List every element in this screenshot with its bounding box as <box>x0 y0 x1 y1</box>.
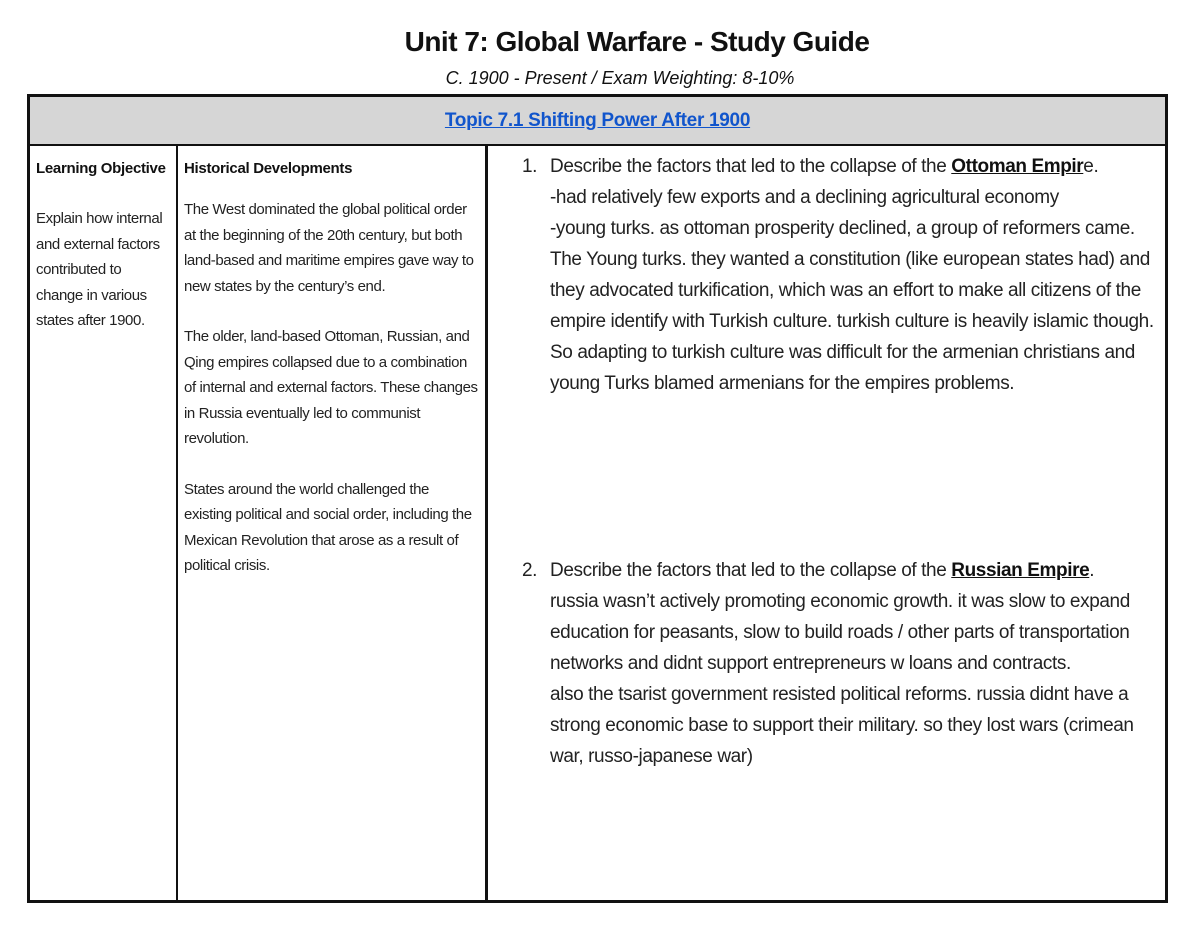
learning-objective-heading: Learning Objective <box>36 160 166 177</box>
development-paragraph: The West dominated the global political order at the beginning of the 20th century, but both land-based and maritime empires gave way to new states by the century’s end. <box>184 201 474 295</box>
question-1 <box>522 151 1155 399</box>
historical-developments-heading: Historical Developments <box>184 160 353 177</box>
page-subtitle: C. 1900 - Present / Exam Weighting: 8-10% <box>445 68 795 88</box>
question-answer <box>522 182 1155 399</box>
question-number: 1. <box>522 156 538 177</box>
question-2 <box>522 555 1155 772</box>
topic-link[interactable]: Topic 7.1 Shifting Power After 1900 <box>444 109 751 131</box>
question-answer <box>522 586 1155 772</box>
learning-objective-text: Explain how internal and external factors contributed to change in various states after 1900. <box>36 210 163 329</box>
answer-line: russia wasn’t actively promoting economic growth. it was slow to expand education for peasants, slow to build roads / other parts of transportation networks and didnt support entrepreneurs w loans and contracts. <box>550 591 1130 674</box>
answer-line: -young turks. as ottoman prosperity declined, a group of reformers came. The Young turks. they wanted a constitution (like european states had) and they advocated turkification, which was an effort to make all citizens of the empire identify with Turkish culture. turkish culture is heavily islamic though. So adapting to turkish culture was difficult for the armenian christians and young Turks blamed armenians for the empires problems. <box>550 218 1154 394</box>
answer-line: -had relatively few exports and a declining agricultural economy <box>550 187 1059 208</box>
learning-objective-column <box>30 146 178 900</box>
empire-name: Ottoman Empir <box>951 156 1084 177</box>
question-prompt: Describe the factors that led to the collapse of the Ottoman Empire. <box>550 156 1099 177</box>
development-paragraph: States around the world challenged the existing political and social order, including the Mexican Revolution that arose as a result of political crisis. <box>184 480 472 574</box>
questions-column <box>488 146 1165 900</box>
question-number: 2. <box>522 560 538 581</box>
study-guide-table <box>27 94 1168 903</box>
page-title: Unit 7: Global Warfare - Study Guide <box>404 26 870 57</box>
empire-name: Russian Empire <box>951 560 1090 581</box>
question-prompt: Describe the factors that led to the collapse of the Russian Empire. <box>550 560 1095 581</box>
historical-developments-column <box>178 146 488 900</box>
answer-line: also the tsarist government resisted political reforms. russia didnt have a strong economic base to support their military. so they lost wars (crimean war, russo-japanese war) <box>550 684 1134 767</box>
development-paragraph: The older, land-based Ottoman, Russian, and Qing empires collapsed due to a combination of internal and external factors. These changes in Russia eventually led to communist revolution. <box>184 328 478 447</box>
topic-header-row <box>30 97 1165 146</box>
